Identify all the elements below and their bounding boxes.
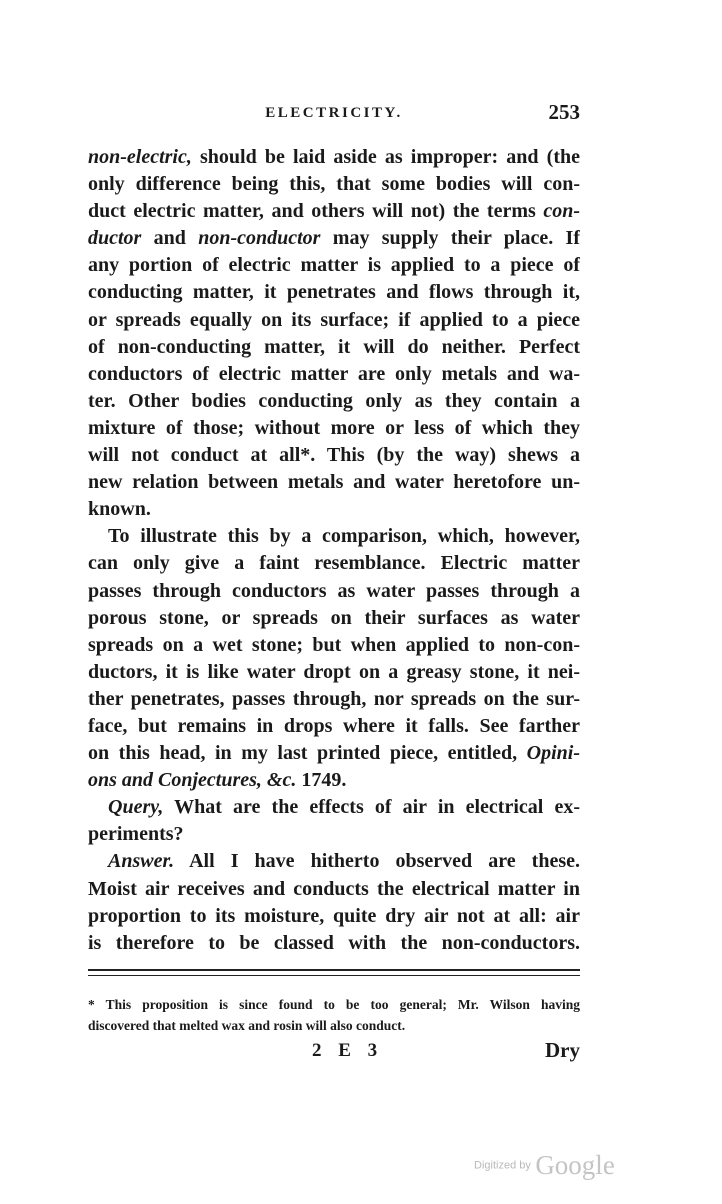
text-line: ter. Other bodies conducting only as they contain a	[88, 389, 580, 412]
text-line: proportion to its moisture, quite dry air not at all: air	[88, 904, 580, 927]
catchword: Dry	[545, 1038, 580, 1062]
text-line: conducting matter, it penetrates and flows through it,	[88, 281, 580, 304]
footnote-line: * This proposition is since found to be too general; Mr. Wilson having	[88, 997, 580, 1012]
text-line: non-electric, should be laid aside as improper: and (the	[88, 146, 580, 168]
paragraph-2	[88, 523, 580, 794]
paragraph-4	[88, 848, 580, 956]
text-line: Answer. All I have hitherto observed are these.	[108, 850, 580, 873]
paragraph-1	[88, 144, 580, 523]
text-line: spreads on a wet stone; but when applied to non-con-	[88, 633, 580, 656]
text-line: on this head, in my last printed piece, entitled, Opini-	[88, 742, 580, 765]
watermark-prefix: Digitized by	[474, 1159, 531, 1172]
text-line: conductors of electric matter are only metals and wa-	[88, 362, 580, 385]
divider	[88, 969, 580, 971]
footnote-rule	[88, 969, 580, 980]
text-line: ther penetrates, passes through, nor spreads on the sur-	[88, 687, 580, 710]
text-line: periments?	[88, 823, 184, 846]
text-line: duct electric matter, and others will not) the terms con-	[88, 200, 580, 223]
running-title: ELECTRICITY.	[265, 105, 403, 121]
digitized-watermark	[474, 1150, 615, 1181]
footnote-line: discovered that melted wax and rosin will also conduct.	[88, 1018, 406, 1033]
text-line: Query, What are the effects of air in electrical ex-	[108, 796, 580, 819]
text-line: will not conduct at all*. This (by the way) shews a	[88, 444, 580, 467]
text-line: of non-conducting matter, it will do neither. Perfect	[88, 335, 580, 358]
text-line: passes through conductors as water passes through a	[88, 579, 580, 602]
text-line: ductors, it is like water dropt on a greasy stone, it nei-	[88, 660, 580, 683]
text-line: any portion of electric matter is applied to a piece of	[88, 254, 580, 277]
paragraph-3	[88, 794, 580, 848]
running-head	[88, 100, 580, 130]
body-text	[88, 144, 580, 957]
signature-mark: 2 E 3	[312, 1040, 384, 1061]
footnote	[88, 994, 580, 1036]
text-line: ductor and non-conductor may supply their place. If	[88, 227, 580, 250]
text-line: Moist air receives and conducts the electrical matter in	[88, 877, 580, 900]
text-line: known.	[88, 498, 151, 521]
watermark-logo: Google	[535, 1150, 615, 1180]
text-line: mixture of those; without more or less of which they	[88, 416, 580, 439]
text-line: is therefore to be classed with the non-conductors.	[88, 931, 580, 954]
page-number: 253	[548, 100, 580, 124]
text-line: porous stone, or spreads on their surfaces as water	[88, 606, 580, 629]
text-line: face, but remains in drops where it falls. See farther	[88, 714, 580, 737]
text-line: To illustrate this by a comparison, which, however,	[108, 525, 580, 548]
divider	[88, 975, 580, 976]
text-line: only difference being this, that some bodies will con-	[88, 173, 580, 196]
text-line: can only give a faint resemblance. Electric matter	[88, 552, 580, 575]
text-line: ons and Conjectures, &c. 1749.	[88, 769, 347, 792]
text-line: new relation between metals and water heretofore un-	[88, 471, 580, 494]
text-line: or spreads equally on its surface; if applied to a piece	[88, 308, 580, 331]
